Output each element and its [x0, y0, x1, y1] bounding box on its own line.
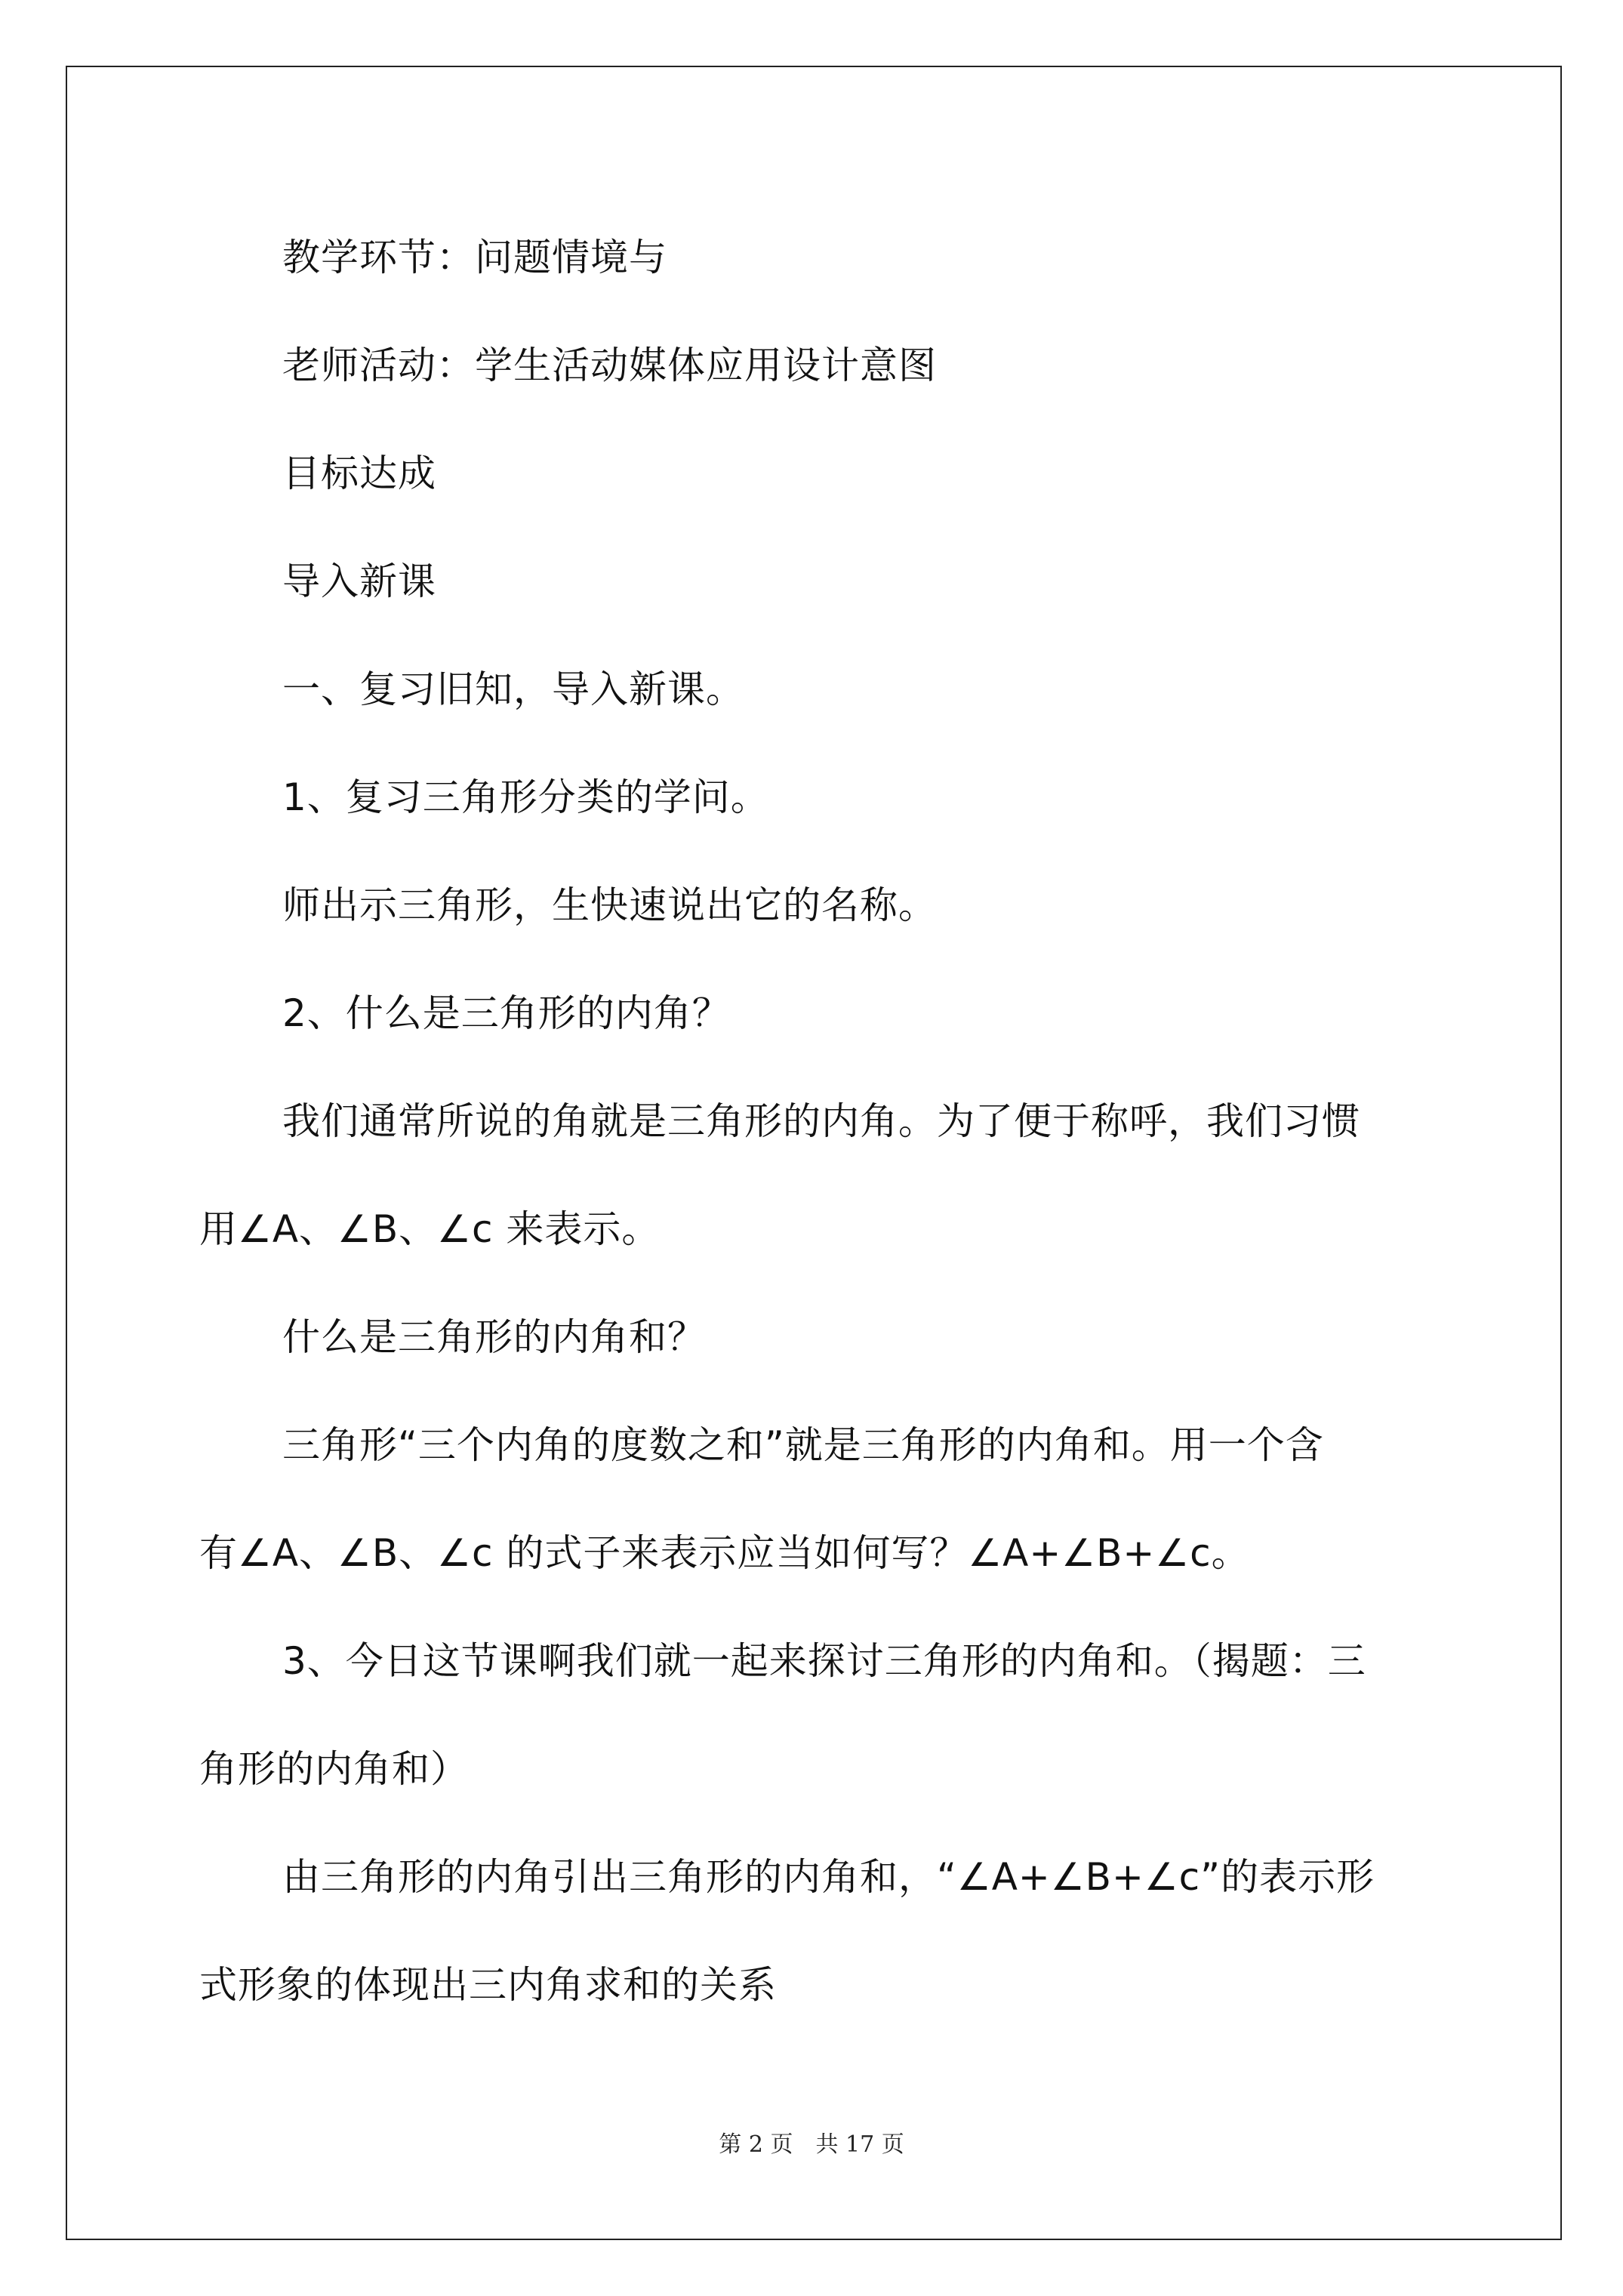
paragraph: 2、什么是三角形的内角？: [282, 991, 731, 1035]
paragraph: 三角形“三个内角的度数之和”就是三角形的内角和。用一个含: [282, 1423, 1324, 1467]
paragraph-continuation: 角形的内角和）: [199, 1747, 469, 1791]
paragraph: 什么是三角形的内角和？: [282, 1315, 706, 1359]
paragraph: 1、复习三角形分类的学问。: [282, 775, 769, 819]
paragraph-continuation: 式形象的体现出三内角求和的关系: [199, 1963, 777, 2007]
document-body: [199, 204, 1430, 2039]
paragraph: 一、复习旧知，导入新课。: [282, 667, 744, 711]
paragraph: 由三角形的内角引出三角形的内角和，“∠A+∠B+∠c”的表示形: [282, 1855, 1375, 1899]
paragraph: 3、今日这节课啊我们就一起来探讨三角形的内角和。（揭题：三: [282, 1639, 1366, 1683]
paragraph: 导入新课: [282, 559, 436, 603]
paragraph: 教学环节：问题情境与: [282, 236, 667, 279]
paragraph-continuation: 用∠A、∠B、∠c 来表示。: [199, 1207, 661, 1251]
paragraph: 老师活动：学生活动媒体应用设计意图: [282, 344, 937, 387]
paragraph-continuation: 有∠A、∠B、∠c 的式子来表示应当如何写？∠A+∠B+∠c。: [199, 1531, 1250, 1575]
paragraph: 师出示三角形，生快速说出它的名称。: [282, 883, 937, 927]
paragraph: 我们通常所说的角就是三角形的内角。为了便于称呼，我们习惯: [282, 1099, 1360, 1143]
paragraph: 目标达成: [282, 451, 436, 495]
page-number-footer: 第 2 页 共 17 页: [719, 2131, 904, 2158]
